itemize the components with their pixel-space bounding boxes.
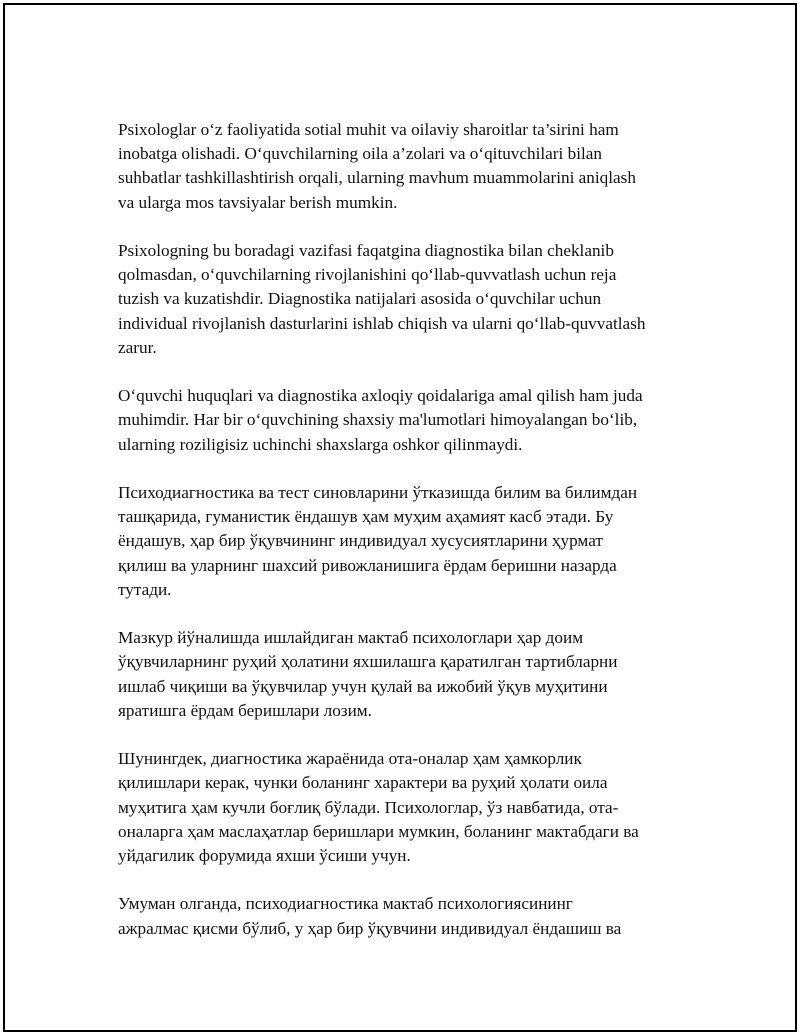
text-line: яратишга ёрдам беришлари лозим. xyxy=(118,700,372,720)
text-line: O‘quvchi huquqlari va diagnostika axloqiy qoidalariga amal qilish ham juda xyxy=(118,386,643,406)
text-line: ёндашув, ҳар бир ўқувчининг индивидуал хусусиятларини ҳурмат xyxy=(118,531,603,551)
paragraph-1 xyxy=(118,118,708,215)
paragraph-3 xyxy=(118,384,708,457)
text-line: tuzish va kuzatishdir. Diagnostika natijalari asosida o‘quvchilar uchun xyxy=(118,289,602,309)
paragraph-4 xyxy=(118,481,708,602)
text-line: individual rivojlanish dasturlarini ishlab chiqish va ularni qo‘llab-quvvatlash xyxy=(118,313,646,333)
document-body xyxy=(118,118,708,965)
text-line: Psixologlar o‘z faoliyatida sotial muhit va oilaviy sharoitlar ta’sirini ham xyxy=(118,120,619,139)
text-line: ташқарида, гуманистик ёндашув ҳам муҳим аҳамият касб этади. Бу xyxy=(118,507,614,527)
text-line: zarur. xyxy=(118,337,157,357)
text-line: ишлаб чиқиши ва ўқувчилар учун қулай ва ижобий ўқув муҳитини xyxy=(118,676,608,696)
text-line: оналарга ҳам маслаҳатлар беришлари мумкин, боланинг мактабдаги ва xyxy=(118,821,639,841)
text-line: suhbatlar tashkillashtirish orqali, ularning mavhum muammolarini aniqlash xyxy=(118,168,636,188)
page-frame xyxy=(3,3,797,1032)
text-line: Умуман олганда, психодиагностика мактаб психологиясининг xyxy=(118,894,573,914)
text-line: va ularga mos tavsiyalar berish mumkin. xyxy=(118,192,398,212)
text-line: тутади. xyxy=(118,579,172,599)
text-line: qolmasdan, o‘quvchilarning rivojlanishini qo‘llab-quvvatlash uchun reja xyxy=(118,265,617,285)
paragraph-2 xyxy=(118,239,708,360)
paragraph-7 xyxy=(118,892,708,940)
text-line: muhimdir. Har bir o‘quvchining shaxsiy ma'lumotlari himoyalangan bo‘lib, xyxy=(118,410,638,430)
text-line: Мазкур йўналишда ишлайдиган мактаб психологлари ҳар доим xyxy=(118,628,584,648)
text-line: ularning roziligisiz uchinchi shaxslarga oshkor qilinmaydi. xyxy=(118,434,523,454)
text-line: муҳитига ҳам кучли боғлиқ бўлади. Психологлар, ўз навбатида, ота- xyxy=(118,797,619,817)
text-line: уйдагилик форумида яхши ўсиши учун. xyxy=(118,846,411,866)
text-line: қилишлари керак, чунки боланинг характери ва руҳий ҳолати оила xyxy=(118,773,608,793)
text-line: Шунингдек, диагностика жараёнида ота-оналар ҳам ҳамкорлик xyxy=(118,749,582,769)
text-line: inobatga olishadi. O‘quvchilarning oila a’zolari va o‘qituvchilari bilan xyxy=(118,144,602,164)
text-line: Psixologning bu boradagi vazifasi faqatgina diagnostika bilan cheklanib xyxy=(118,241,614,260)
paragraph-5 xyxy=(118,626,708,723)
text-line: ажралмас қисми бўлиб, у ҳар бир ўқувчини индивидуал ёндашиш ва xyxy=(118,918,622,938)
text-line: Психодиагностика ва тест синовларини ўтказишда билим ва билимдан xyxy=(118,483,638,502)
paragraph-6 xyxy=(118,747,708,868)
text-line: қилиш ва уларнинг шахсий ривожланишига ёрдам беришни назарда xyxy=(118,555,617,575)
text-line: ўқувчиларнинг руҳий ҳолатини яхшилашга қаратилган тартибларни xyxy=(118,652,618,672)
